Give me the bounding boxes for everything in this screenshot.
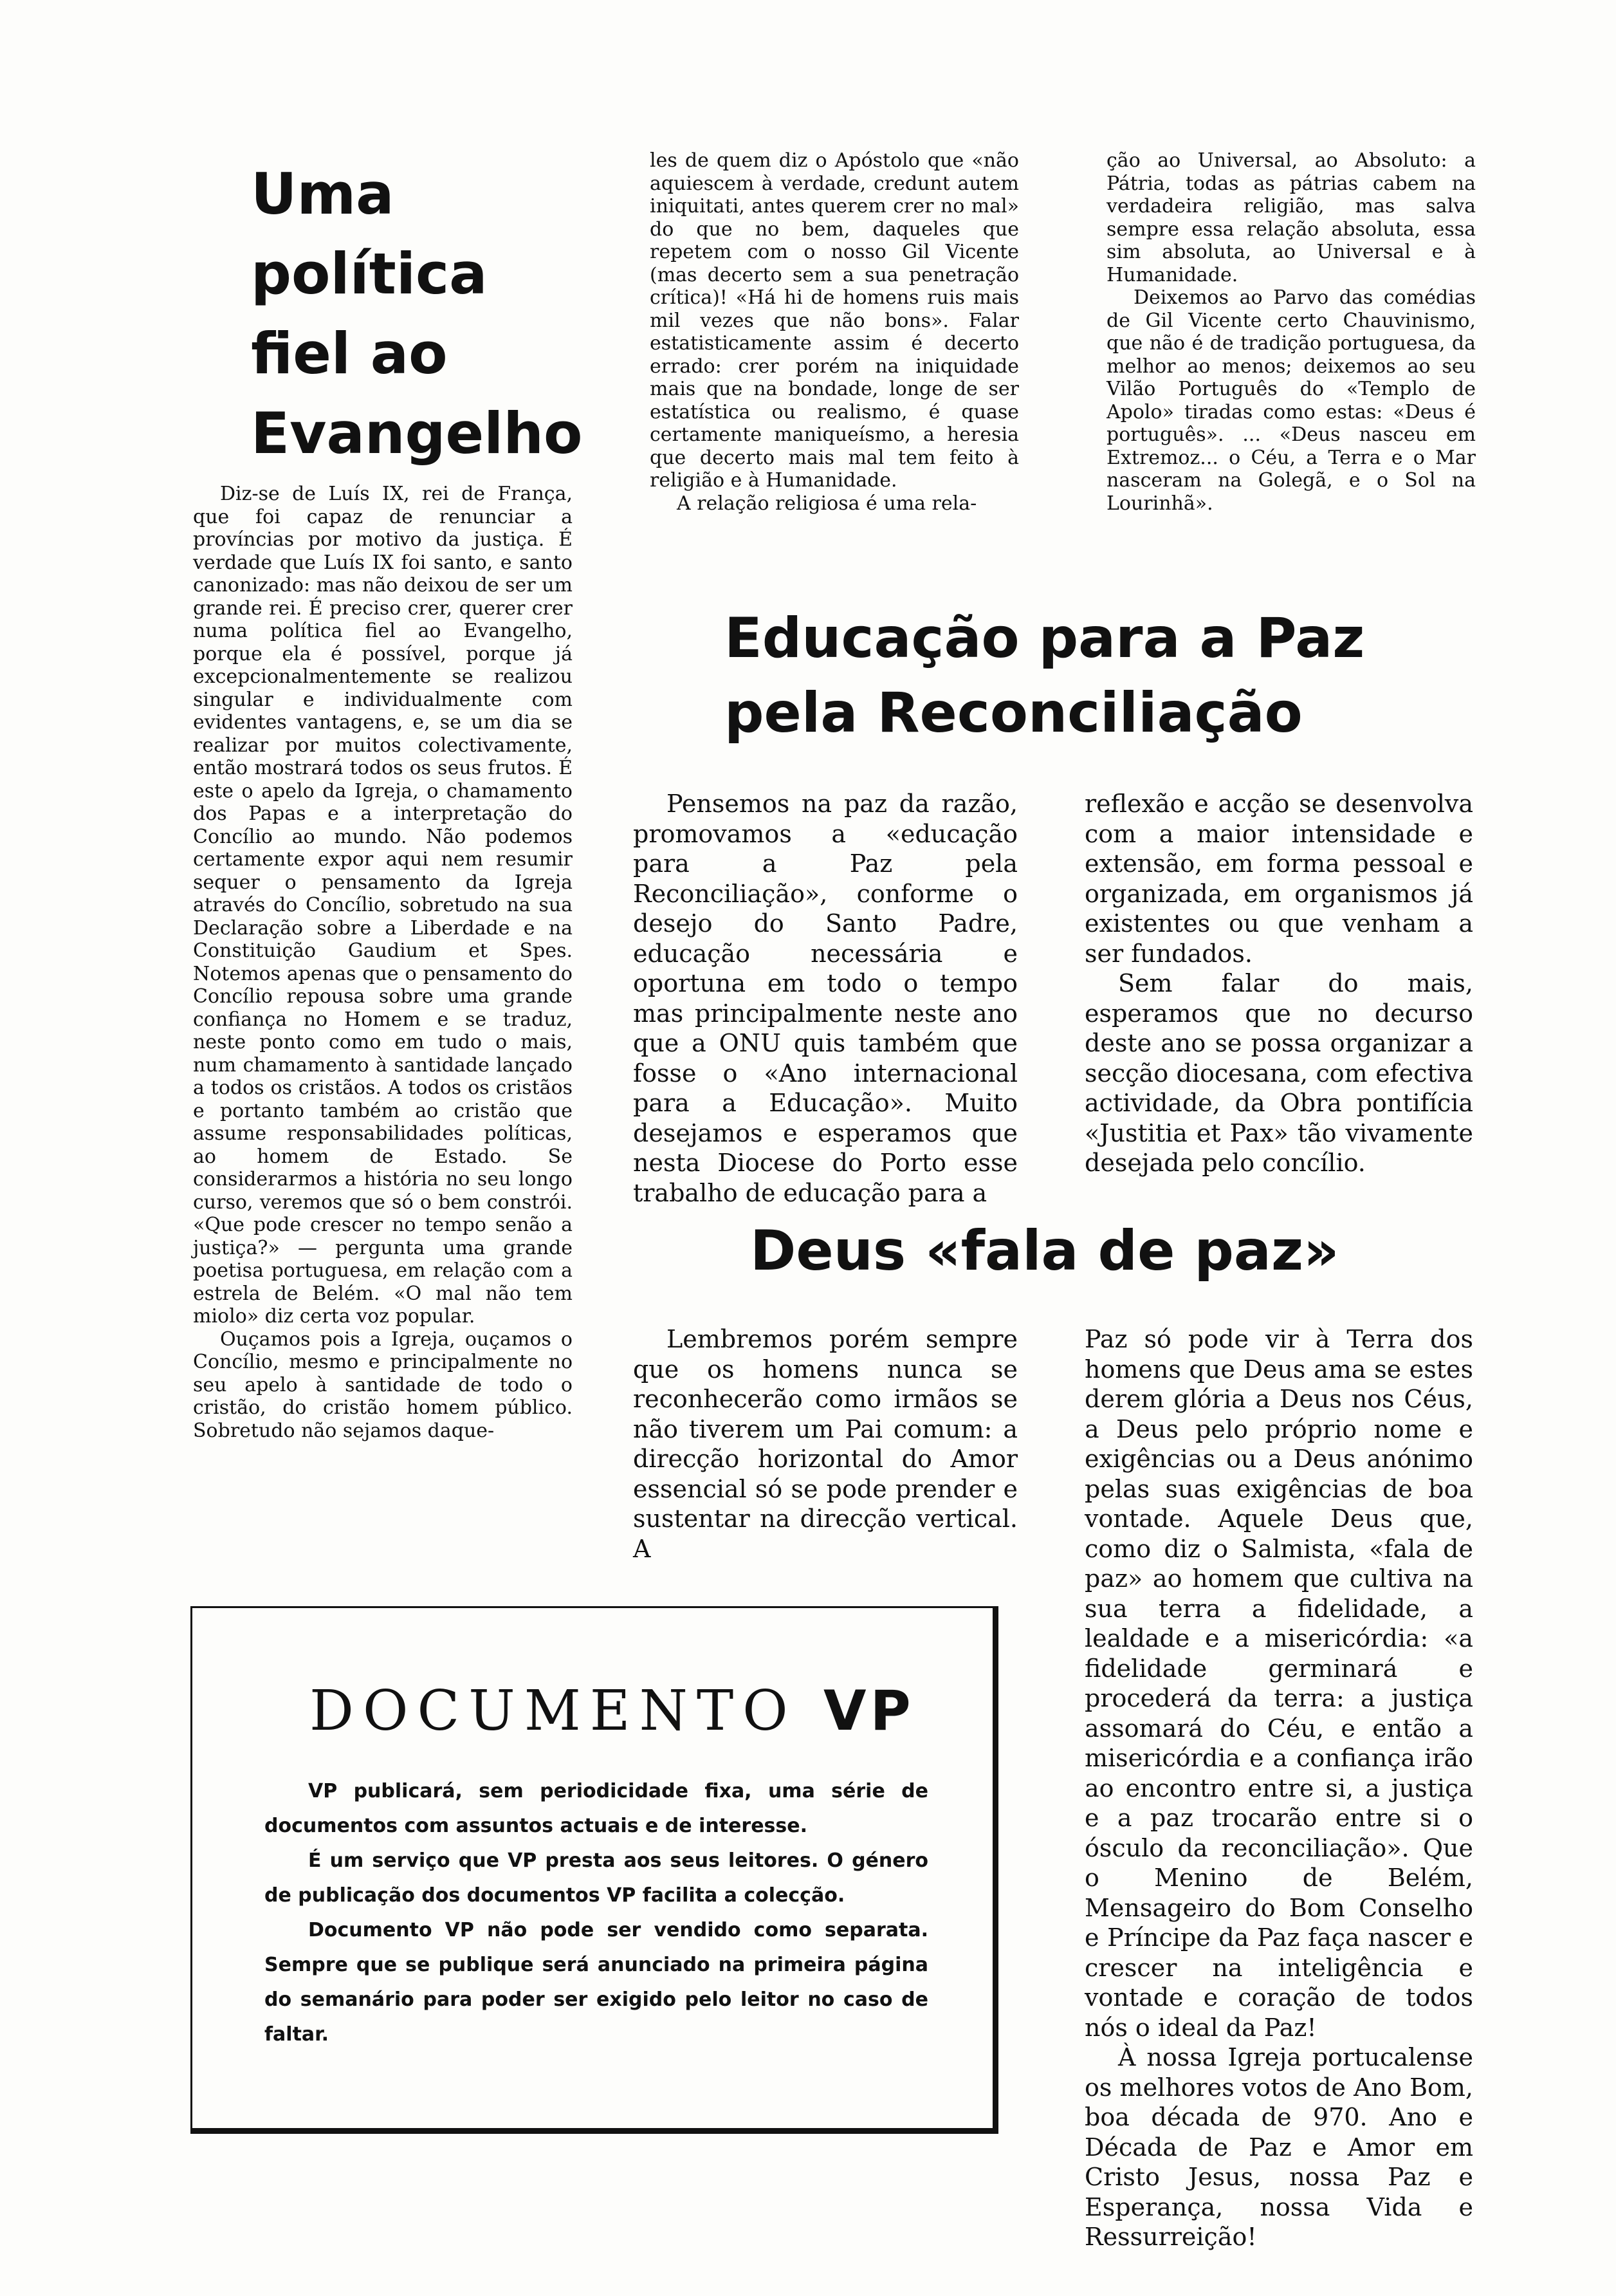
title-line: Uma — [251, 161, 394, 227]
paragraph: Pensemos na paz da razão, promovamos a «educação para a Paz pela Reconciliação», conforme o desejo do Santo Padre, educação necessária e oportuna em todo o tempo mas principalmente neste ano que a ONU quis também que fosse o «Ano internacional para a Educação». Muito desejamos e esperamos que nesta Diocese do Porto esse trabalho de educação para a — [633, 790, 1018, 1207]
side-article-column-1 — [193, 483, 573, 1442]
educacao-column-1 — [633, 789, 1018, 1208]
deus-headline: Deus «fala de paz» — [750, 1219, 1339, 1283]
paragraph: Ouçamos pois a Igreja, ouçamos o Concílio, mesmo e principalmente no seu apelo à santidade de todo o cristão, do cristão homem público. Sobretudo não sejamos daque- — [193, 1328, 573, 1442]
side-article-column-2 — [650, 149, 1019, 515]
paragraph: A relação religiosa é uma rela- — [677, 492, 977, 515]
paragraph: Paz só pode vir à Terra dos homens que Deus ama se estes derem glória a Deus nos Céus, a Deus pelo próprio nome e exigências ou a Deus anónimo pelas suas exigências de boa vontade. Aquele Deus que, como diz o Salmista, «fala de paz» ao homem que cultiva na sua terra a fidelidade, a lealdade e a misericórdia: «a fidelidade germinará e procederá da terra: a justiça assomará do Céu, e então a misericórdia e a confiança irão ao encontro entre si, a justiça e a paz trocarão entre si o ósculo da reconciliação». Que o Menino de Belém, Mensageiro do Bom Conselho e Príncipe da Paz faça nascer e crescer na inteligência e vontade e coração de todos nós o ideal da Paz! — [1085, 1325, 1473, 2042]
side-article-title — [251, 154, 585, 474]
documento-body — [264, 1774, 928, 2052]
paragraph: Documento VP não pode ser vendido como separata. Sempre que se publique será anunciado na primeira página do semanário para poder ser exigido pelo leitor no caso de faltar. — [264, 1919, 928, 2046]
paragraph: les de quem diz o Apóstolo que «não aquiescem à verdade, credunt autem iniquitati, antes querem crer no mal» do que no bem, daqueles que repetem com o nosso Gil Vicente (mas decerto sem a sua penetração crítica)! «Há hi de homens ruis mais mil vezes que não bons». Falar estatisticamente assim é decerto errado: crer porém na iniquidade mais que na bondade, longe de ser estatística ou realismo, é quase certamente maniqueísmo, a heresia que decerto mais mal tem feito à religião e à Humanidade. — [650, 149, 1019, 492]
educacao-headline — [724, 601, 1561, 750]
side-article-column-3 — [1106, 149, 1476, 515]
deus-column-2 — [1085, 1324, 1473, 2252]
paragraph: Deixemos ao Parvo das comédias de Gil Vicente certo Chauvinismo, que não é de tradição portuguesa, da melhor ao menos; deixemos ao seu Vilão Português do «Templo de Apolo» tiradas como estas: «Deus é português». ... «Deus nasceu em Extremoz... o Céu, a Terra e o Mar nasceram na Golegã, e o Sol na Lourinhã». — [1106, 286, 1476, 515]
title-line: fiel ao — [251, 320, 448, 387]
paragraph: VP publicará, sem periodicidade fixa, uma série de documentos com assuntos actuais e de interesse. — [264, 1780, 928, 1837]
headline-line: pela Reconciliação — [724, 681, 1303, 745]
educacao-column-2 — [1085, 789, 1473, 1178]
documento-title-word: DOCUMENTO — [309, 1679, 797, 1743]
deus-column-1 — [633, 1324, 1018, 1564]
paragraph: Sem falar do mais, esperamos que no decurso deste ano se possa organizar a secção diocesana, com efectiva actividade, da Obra pontifícia «Justitia et Pax» tão vivamente desejada pelo concílio. — [1085, 969, 1473, 1177]
paragraph: À nossa Igreja portucalense os melhores votos de Ano Bom, boa década de 970. Ano e Década de Paz e Amor em Cristo Jesus, nossa Paz e Esperança, nossa Vida e Ressurreição! — [1085, 2043, 1473, 2251]
paragraph: Lembremos porém sempre que os homens nunca se reconhecerão como irmãos se não tiverem um Pai comum: a direcção horizontal do Amor essencial só se pode prender e sustentar na direcção vertical. A — [633, 1325, 1018, 1563]
paragraph: É um serviço que VP presta aos seus leitores. O género de publicação dos documentos VP facilita a colecção. — [264, 1849, 928, 1907]
paragraph: Diz-se de Luís IX, rei de França, que foi capaz de renunciar a províncias por motivo da justiça. É verdade que Luís IX foi santo, e santo canonizado: mas não deixou de ser um grande rei. É preciso crer, querer crer numa política fiel ao Evangelho, porque ela é possível, porque já excepcionalmentemente se realizou singular e individualmente com evidentes vantagens, e, se um dia se realizar por muitos colectivamente, então mostrará todos os seus frutos. É este o apelo da Igreja, o chamamento dos Papas e a interpretação do Concílio ao mundo. Não podemos certamente expor aqui nem resumir sequer o pensamento da Igreja através do Concílio, sobretudo na sua Declaração sobre a Liberdade e na Constituição Gaudium et Spes. Notemos apenas que o pensamento do Concílio repousa sobre uma grande confiança no Homem e se traduz, neste ponto como em tudo o mais, num chamamento à santidade lançado a todos os cristãos. A todos os cristãos e portanto também ao cristão que assume responsabilidades políticas, ao homem de Estado. Se considerarmos a história no seu longo curso, veremos que só o bem constrói. «Que pode crescer no tempo senão a justiça?» — pergunta uma grande poetisa portuguesa, em relação com a estrela de Belém. «O mal não tem miolo» diz certa voz popular. — [193, 483, 573, 1328]
paragraph: ção ao Universal, ao Absoluto: a Pátria, todas as pátrias cabem na verdadeira religião, mas salva sempre essa relação absoluta, essa sim absoluta, ao Universal e à Humanidade. — [1106, 149, 1476, 286]
headline-line: Educação para a Paz — [724, 606, 1365, 671]
documento-title-mark: VP — [823, 1679, 915, 1743]
documento-vp-box — [190, 1606, 998, 2134]
title-line: Evangelho — [251, 400, 583, 467]
documento-title — [309, 1679, 915, 1743]
title-line: política — [251, 241, 488, 307]
paragraph: reflexão e acção se desenvolva com a maior intensidade e extensão, em forma pessoal e organizada, em organismos já existentes ou que venham a ser fundados. — [1085, 790, 1473, 968]
